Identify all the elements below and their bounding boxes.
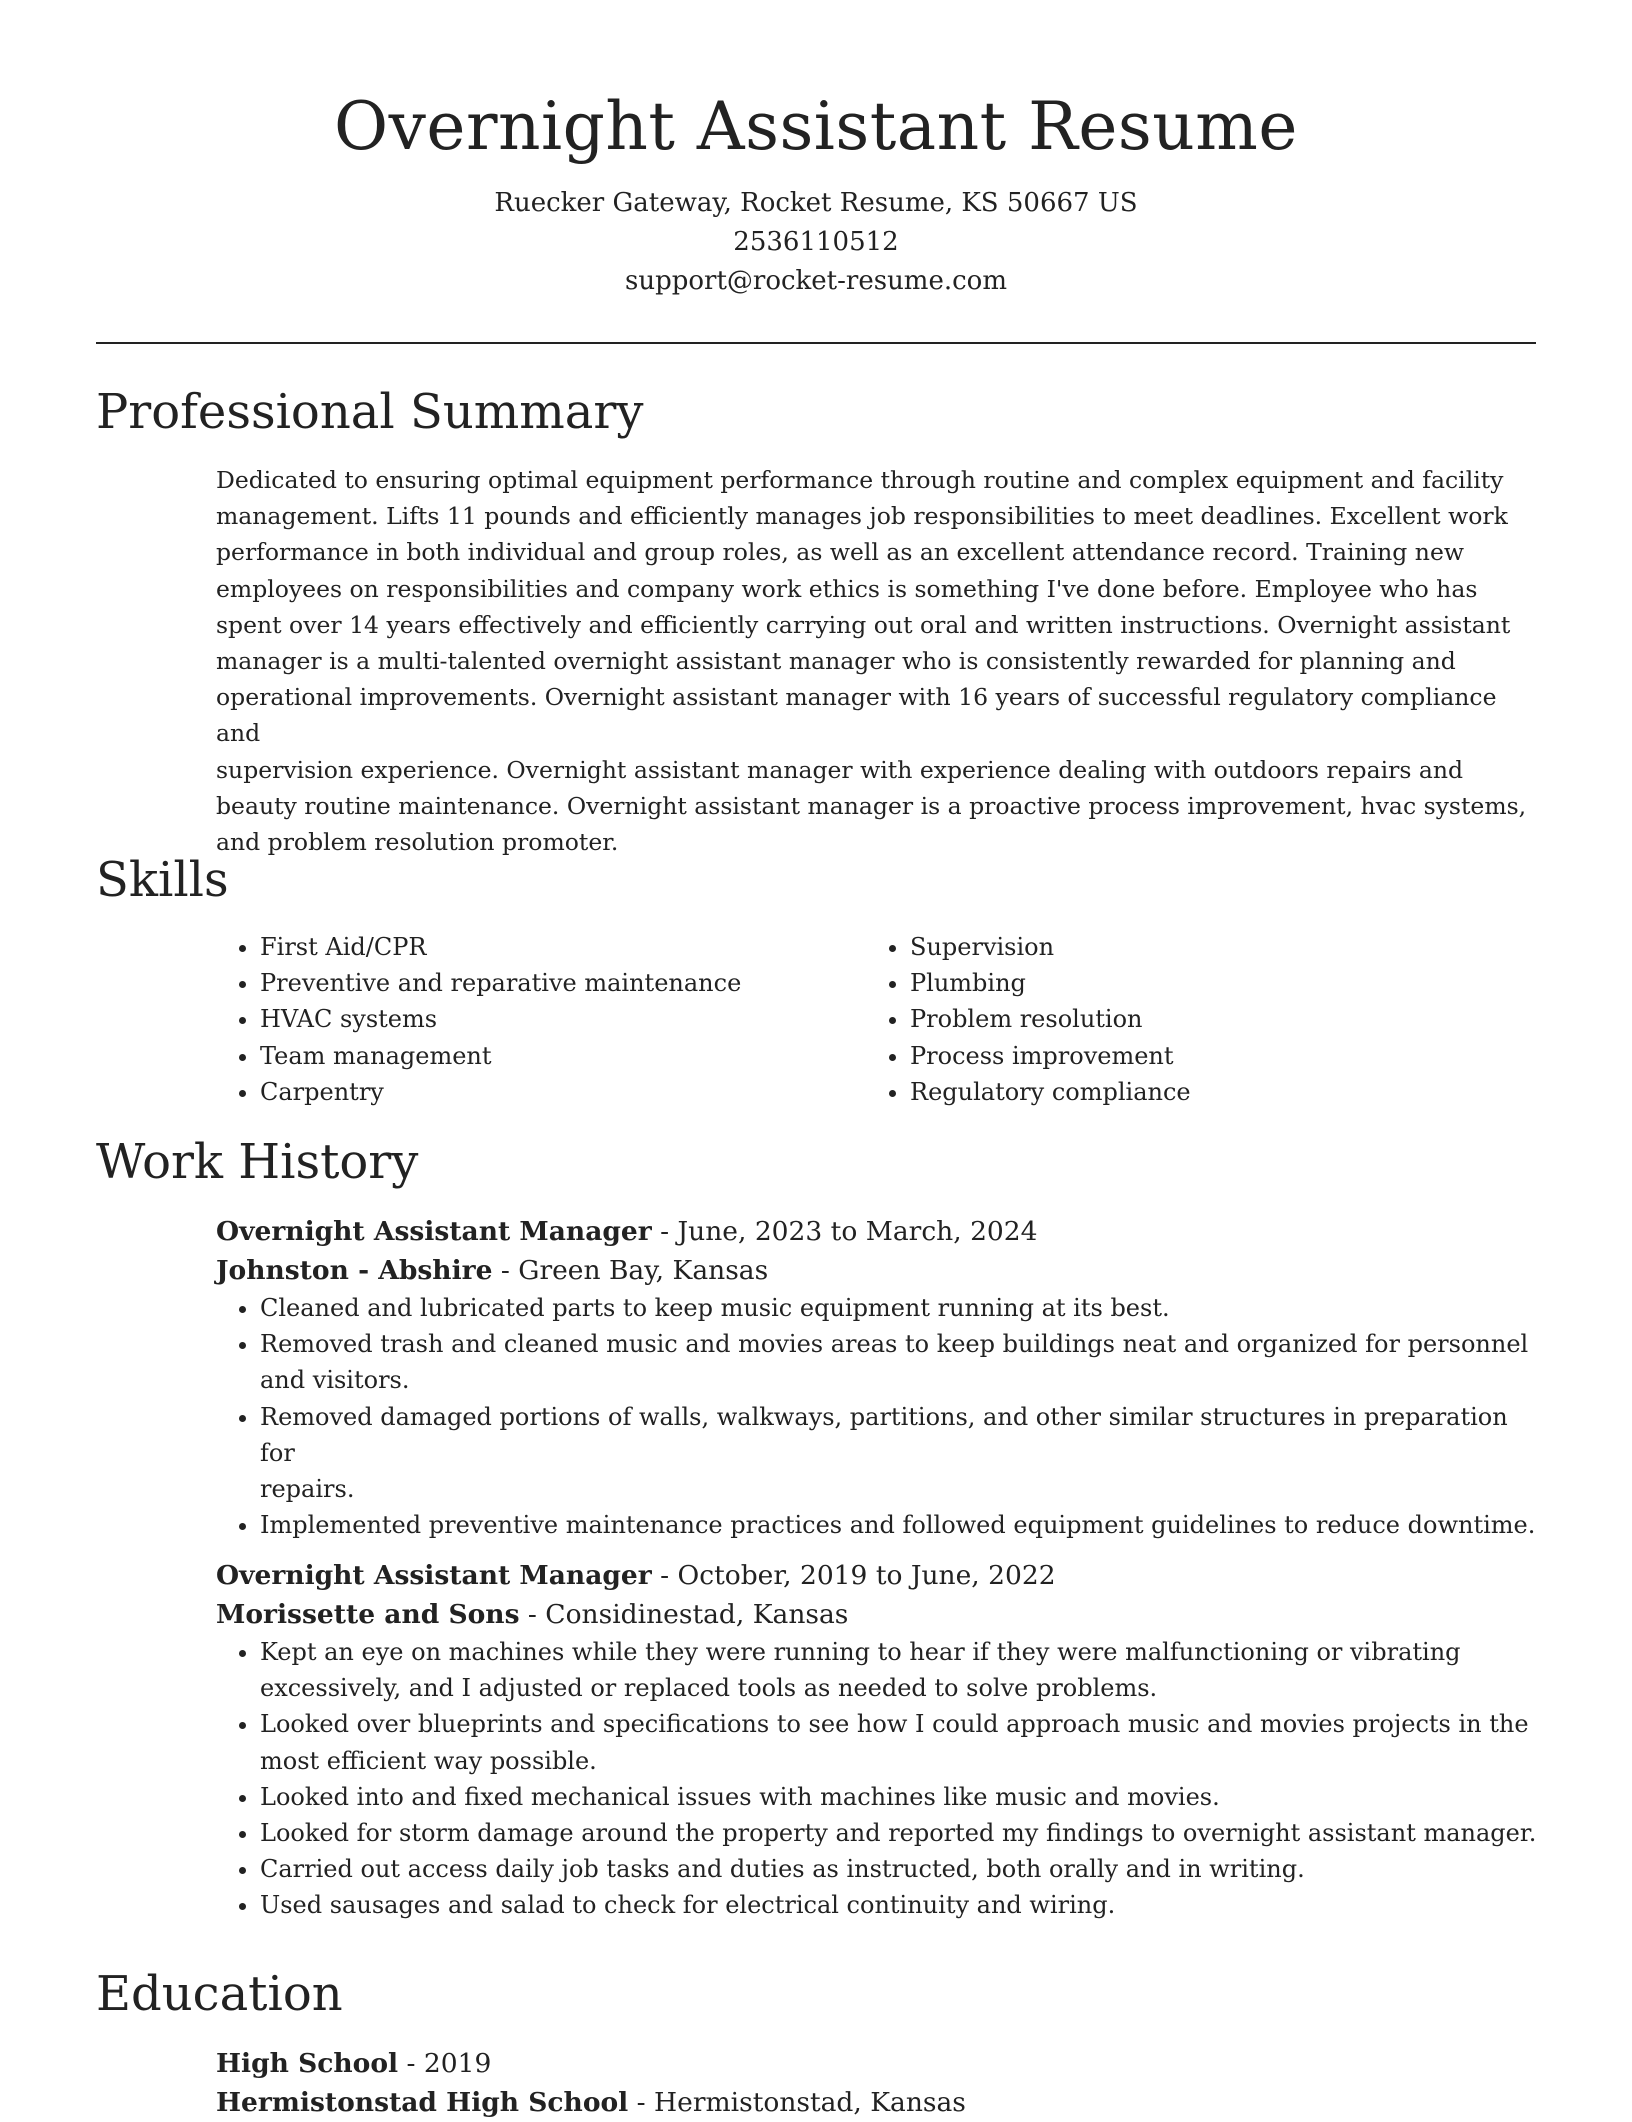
job-duty xyxy=(260,1779,1546,1815)
skills-column-left xyxy=(216,929,866,1110)
job-title-line xyxy=(216,1556,1546,1595)
company-line xyxy=(216,1251,1546,1290)
company-location: - Green Bay, Kansas xyxy=(492,1255,769,1286)
summary-line: Dedicated to ensuring optimal equipment performance through routine and complex equipment and facility xyxy=(216,466,1504,494)
summary-line: beauty routine maintenance. Overnight assistant manager is a proactive process improvement, hvac systems, xyxy=(216,791,1527,820)
summary-line: management. Lifts 11 pounds and efficiently manages job responsibilities to meet deadlines. Excellent work xyxy=(216,502,1508,531)
job-entry xyxy=(216,1212,1546,1543)
company-line xyxy=(216,1595,1546,1634)
job-duties xyxy=(216,1634,1546,1924)
summary-line: performance in both individual and group roles, as well as an excellent attendance record. Training new xyxy=(216,538,1464,567)
contact-block xyxy=(0,184,1632,301)
skill-item: • Supervision xyxy=(910,929,1516,965)
school-location: - Hermistonstad, Kansas xyxy=(628,2087,966,2118)
school-line xyxy=(216,2083,1546,2122)
job-duty xyxy=(260,1290,1546,1326)
job-title-line xyxy=(216,1212,1546,1251)
resume-title: Overnight Assistant Resume xyxy=(334,88,1298,165)
skills-heading: Skills xyxy=(96,852,229,908)
summary-line: operational improvements. Overnight assistant manager with 16 years of successful regulatory compliance and xyxy=(216,683,1497,748)
summary-section xyxy=(216,462,1536,860)
address: Ruecker Gateway, Rocket Resume, KS 50667 US xyxy=(494,188,1138,218)
summary-line: manager is a multi-talented overnight assistant manager who is consistently rewarded for planning and xyxy=(216,647,1456,676)
header-divider xyxy=(96,342,1536,344)
skill-item: • Regulatory compliance xyxy=(910,1074,1516,1110)
skills-column-right xyxy=(866,929,1516,1110)
skill-item: • Preventive and reparative maintenance xyxy=(260,965,866,1001)
skill-item: • Process improvement xyxy=(910,1038,1516,1074)
summary-line: employees on responsibilities and company work ethics is something I've done before. Employee who has xyxy=(216,574,1478,603)
resume-header xyxy=(0,0,1632,301)
company-location: - Considinestad, Kansas xyxy=(519,1599,849,1630)
skill-item: • First Aid/CPR xyxy=(260,929,866,965)
duty-line: most efficient way possible. xyxy=(260,1746,597,1775)
summary-heading: Professional Summary xyxy=(96,384,644,440)
summary-line: supervision experience. Overnight assistant manager with experience dealing with outdoors repairs and xyxy=(216,755,1464,784)
job-dates: - June, 2023 to March, 2024 xyxy=(651,1216,1038,1247)
school-name: Hermistonstad High School xyxy=(216,2087,629,2118)
job-duty xyxy=(260,1706,1546,1778)
skill-item: • Carpentry xyxy=(260,1074,866,1110)
duty-line: Looked into and fixed mechanical issues with machines like music and movies. xyxy=(260,1782,1220,1811)
education-heading: Education xyxy=(96,1966,343,2022)
duty-line: Cleaned and lubricated parts to keep music equipment running at its best. xyxy=(260,1294,1170,1322)
summary-line: and problem resolution promoter. xyxy=(216,828,619,857)
job-duty xyxy=(260,1887,1546,1923)
company-name: Johnston - Abshire xyxy=(216,1255,493,1286)
education-entry xyxy=(216,2044,1546,2122)
job-duties xyxy=(216,1290,1546,1543)
email: support@rocket-resume.com xyxy=(624,266,1007,296)
degree-line xyxy=(216,2044,1546,2083)
duty-line: and visitors. xyxy=(260,1366,410,1395)
duty-line: Looked over blueprints and specifications to see how I could approach music and movies projects in the xyxy=(260,1710,1529,1739)
job-title: Overnight Assistant Manager xyxy=(216,1560,652,1591)
job-duty xyxy=(260,1634,1546,1706)
job-duty xyxy=(260,1851,1546,1887)
job-entry xyxy=(216,1556,1546,1924)
skill-item: • HVAC systems xyxy=(260,1001,866,1037)
skills-list xyxy=(216,929,1536,1110)
duty-line: Kept an eye on machines while they were running to hear if they were malfunctioning or vibrating xyxy=(260,1638,1461,1666)
duty-line: Carried out access daily job tasks and duties as instructed, both orally and in writing. xyxy=(260,1855,1305,1884)
graduation-year: - 2019 xyxy=(398,2048,492,2079)
duty-line: Removed damaged portions of walls, walkways, partitions, and other similar structures in preparation for xyxy=(260,1402,1508,1467)
duty-line: Implemented preventive maintenance practices and followed equipment guidelines to reduce downtime. xyxy=(260,1511,1536,1540)
phone: 2536110512 xyxy=(733,227,899,257)
job-duty xyxy=(260,1399,1546,1508)
degree: High School xyxy=(216,2048,399,2079)
duty-line: repairs. xyxy=(260,1475,355,1504)
job-title: Overnight Assistant Manager xyxy=(216,1216,652,1247)
duty-line: Removed trash and cleaned music and movies areas to keep buildings neat and organized for personnel xyxy=(260,1330,1529,1359)
summary-text xyxy=(216,462,1536,860)
skill-item: • Problem resolution xyxy=(910,1001,1516,1037)
duty-line: excessively, and I adjusted or replaced tools as needed to solve problems. xyxy=(260,1674,1158,1703)
duty-line: Looked for storm damage around the property and reported my findings to overnight assistant manager. xyxy=(260,1819,1537,1848)
duty-line: Used sausages and salad to check for electrical continuity and wiring. xyxy=(260,1891,1116,1920)
skill-item: • Team management xyxy=(260,1038,866,1074)
job-duty xyxy=(260,1326,1546,1398)
job-dates: - October, 2019 to June, 2022 xyxy=(651,1560,1056,1591)
skill-item: • Plumbing xyxy=(910,965,1516,1001)
work-history-heading: Work History xyxy=(96,1134,419,1190)
job-duty xyxy=(260,1507,1546,1543)
job-duty xyxy=(260,1815,1546,1851)
summary-line: spent over 14 years effectively and efficiently carrying out oral and written instructions. Overnight assistant xyxy=(216,610,1511,639)
company-name: Morissette and Sons xyxy=(216,1599,520,1630)
